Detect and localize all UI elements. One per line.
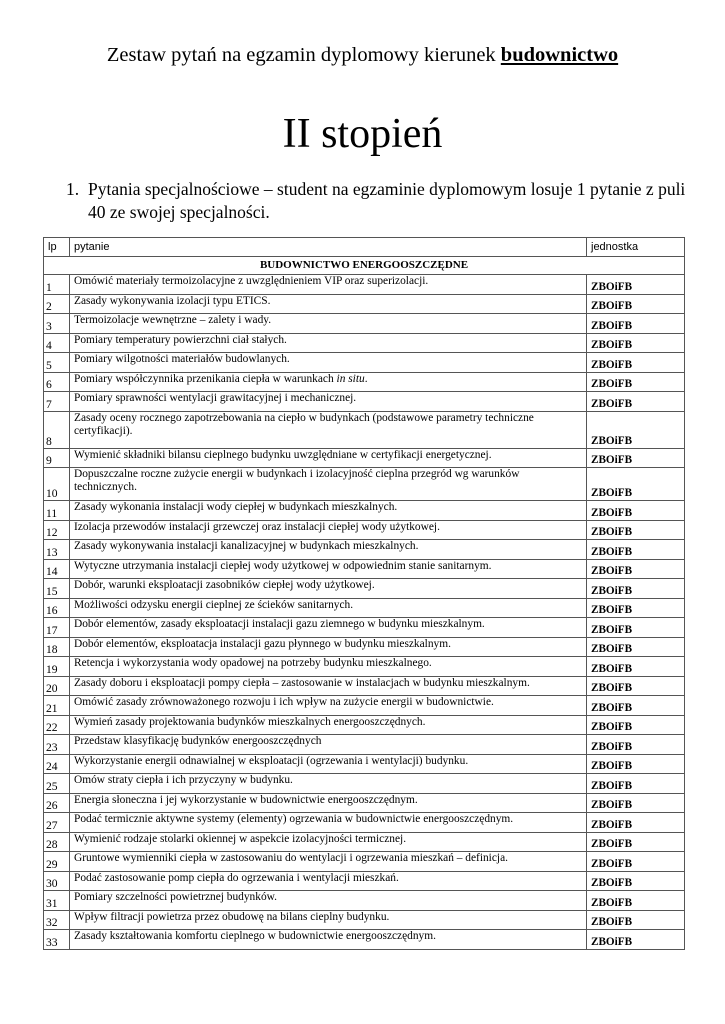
table-row xyxy=(44,910,685,930)
question-text: Omówić zasady zrównoważonego rozwoju i ich wpływ na zużycie energii w budownictwie. xyxy=(70,696,587,716)
table-row xyxy=(44,930,685,950)
table-row xyxy=(44,275,685,295)
title-prefix: Zestaw pytań na egzamin dyplomowy kierunek xyxy=(106,44,501,66)
row-number: 27 xyxy=(44,813,70,833)
row-number: 25 xyxy=(44,774,70,794)
question-text: Wykorzystanie energii odnawialnej w eksploatacji (ogrzewania i wentylacji) budynku. xyxy=(70,754,587,774)
row-number: 23 xyxy=(44,735,70,755)
row-number: 16 xyxy=(44,598,70,618)
unit-label: ZBOiFB xyxy=(587,448,685,468)
question-text: Zasady wykonywania instalacji kanalizacyjnej w budynkach mieszkalnych. xyxy=(70,540,587,560)
table-row xyxy=(44,540,685,560)
section-title: BUDOWNICTWO ENERGOOSZCZĘDNE xyxy=(44,257,685,275)
table-row xyxy=(44,392,685,412)
row-number: 17 xyxy=(44,618,70,638)
table-row xyxy=(44,294,685,314)
row-number: 6 xyxy=(44,372,70,392)
unit-label: ZBOiFB xyxy=(587,579,685,599)
table-row xyxy=(44,832,685,852)
row-number: 3 xyxy=(44,314,70,334)
question-text: Zasady doboru i eksploatacji pompy ciepła – zastosowanie w instalacjach w budynku mieszkalnym. xyxy=(70,676,587,696)
question-text: Pomiary wilgotności materiałów budowlanych. xyxy=(70,353,587,373)
question-text: Zasady oceny rocznego zapotrzebowania na ciepło w budynkach (podstawowe parametry techniczne certyfikacji). xyxy=(70,411,587,448)
row-number: 1 xyxy=(44,275,70,295)
unit-label: ZBOiFB xyxy=(587,314,685,334)
intro-text: Pytania specjalnościowe – student na egzaminie dyplomowym losuje 1 pytanie z puli 40 ze swojej specjalności. xyxy=(88,179,686,222)
table-row xyxy=(44,735,685,755)
table-row xyxy=(44,715,685,735)
unit-label: ZBOiFB xyxy=(587,520,685,540)
unit-label: ZBOiFB xyxy=(587,618,685,638)
question-text: Pomiary szczelności powietrznej budynków. xyxy=(70,891,587,911)
row-number: 12 xyxy=(44,520,70,540)
question-text: Wymienić składniki bilansu cieplnego budynku uwzględniane w certyfikacji energetycznej. xyxy=(70,448,587,468)
table-row xyxy=(44,637,685,657)
row-number: 18 xyxy=(44,637,70,657)
table-row xyxy=(44,891,685,911)
document-title xyxy=(0,44,725,67)
question-text: Dobór elementów, zasady eksploatacji instalacji gazu ziemnego w budynku mieszkalnym. xyxy=(70,618,587,638)
question-text: Termoizolacje wewnętrzne – zalety i wady. xyxy=(70,314,587,334)
unit-label: ZBOiFB xyxy=(587,793,685,813)
row-number: 28 xyxy=(44,832,70,852)
unit-label: ZBOiFB xyxy=(587,637,685,657)
row-number: 24 xyxy=(44,754,70,774)
row-number: 19 xyxy=(44,657,70,677)
question-text: Wymienić rodzaje stolarki okiennej w aspekcie izolacyjności termicznej. xyxy=(70,832,587,852)
question-text: Retencja i wykorzystania wody opadowej na potrzeby budynku mieszkalnego. xyxy=(70,657,587,677)
unit-label: ZBOiFB xyxy=(587,774,685,794)
question-text: Omów straty ciepła i ich przyczyny w budynku. xyxy=(70,774,587,794)
question-text: Zasady kształtowania komfortu cieplnego w budownictwie energooszczędnym. xyxy=(70,930,587,950)
row-number: 13 xyxy=(44,540,70,560)
unit-label: ZBOiFB xyxy=(587,540,685,560)
row-number: 9 xyxy=(44,448,70,468)
question-text: Energia słoneczna i jej wykorzystanie w budownictwie energooszczędnym. xyxy=(70,793,587,813)
unit-label: ZBOiFB xyxy=(587,657,685,677)
column-header-question: pytanie xyxy=(70,238,587,257)
table-row xyxy=(44,520,685,540)
question-text: Podać zastosowanie pomp ciepła do ogrzewania i wentylacji mieszkań. xyxy=(70,871,587,891)
table-row xyxy=(44,353,685,373)
row-number: 22 xyxy=(44,715,70,735)
question-text: Wymień zasady projektowania budynków mieszkalnych energooszczędnych. xyxy=(70,715,587,735)
question-text: Zasady wykonania instalacji wody ciepłej w budynkach mieszkalnych. xyxy=(70,501,587,521)
table-row xyxy=(44,333,685,353)
unit-label: ZBOiFB xyxy=(587,852,685,872)
unit-label: ZBOiFB xyxy=(587,910,685,930)
row-number: 29 xyxy=(44,852,70,872)
row-number: 8 xyxy=(44,411,70,448)
unit-label: ZBOiFB xyxy=(587,294,685,314)
row-number: 10 xyxy=(44,468,70,501)
row-number: 20 xyxy=(44,676,70,696)
question-text: Dopuszczalne roczne zużycie energii w budynkach i izolacyjność cieplna przegród wg warunków technicznych. xyxy=(70,468,587,501)
unit-label: ZBOiFB xyxy=(587,754,685,774)
question-text: Dobór elementów, eksploatacja instalacji gazu płynnego w budynku mieszkalnym. xyxy=(70,637,587,657)
row-number: 15 xyxy=(44,579,70,599)
row-number: 33 xyxy=(44,930,70,950)
table-row xyxy=(44,657,685,677)
table-row xyxy=(44,774,685,794)
unit-label: ZBOiFB xyxy=(587,598,685,618)
row-number: 21 xyxy=(44,696,70,716)
unit-label: ZBOiFB xyxy=(587,333,685,353)
table-row xyxy=(44,559,685,579)
row-number: 11 xyxy=(44,501,70,521)
unit-label: ZBOiFB xyxy=(587,372,685,392)
table-header-row xyxy=(44,238,685,257)
unit-label: ZBOiFB xyxy=(587,891,685,911)
table-row xyxy=(44,813,685,833)
table-row xyxy=(44,676,685,696)
table-row xyxy=(44,501,685,521)
column-header-unit: jednostka xyxy=(587,238,685,257)
unit-label: ZBOiFB xyxy=(587,930,685,950)
table-row xyxy=(44,598,685,618)
question-text: Możliwości odzysku energii cieplnej ze ścieków sanitarnych. xyxy=(70,598,587,618)
table-row xyxy=(44,448,685,468)
table-row xyxy=(44,754,685,774)
row-number: 5 xyxy=(44,353,70,373)
question-text: Podać termicznie aktywne systemy (elementy) ogrzewania w budownictwie energooszczędnym. xyxy=(70,813,587,833)
questions-table xyxy=(43,237,685,950)
unit-label: ZBOiFB xyxy=(587,715,685,735)
degree-heading: II stopień xyxy=(282,111,443,157)
table-row xyxy=(44,579,685,599)
question-text: Wytyczne utrzymania instalacji ciepłej wody użytkowej w odpowiednim stanie sanitarnym. xyxy=(70,559,587,579)
table-row xyxy=(44,871,685,891)
question-text: Pomiary sprawności wentylacji grawitacyjnej i mechanicznej. xyxy=(70,392,587,412)
question-text: Zasady wykonywania izolacji typu ETICS. xyxy=(70,294,587,314)
question-text: Pomiary współczynnika przenikania ciepła w warunkach in situ. xyxy=(70,372,587,392)
question-text: Pomiary temperatury powierzchni ciał stałych. xyxy=(70,333,587,353)
row-number: 2 xyxy=(44,294,70,314)
table-row xyxy=(44,618,685,638)
unit-label: ZBOiFB xyxy=(587,275,685,295)
unit-label: ZBOiFB xyxy=(587,832,685,852)
row-number: 14 xyxy=(44,559,70,579)
unit-label: ZBOiFB xyxy=(587,871,685,891)
unit-label: ZBOiFB xyxy=(587,411,685,448)
unit-label: ZBOiFB xyxy=(587,353,685,373)
table-row xyxy=(44,852,685,872)
unit-label: ZBOiFB xyxy=(587,468,685,501)
title-field: budownictwo xyxy=(500,44,619,66)
unit-label: ZBOiFB xyxy=(587,676,685,696)
section-row xyxy=(44,257,685,275)
intro-number: 1. xyxy=(66,179,80,199)
intro-paragraph xyxy=(66,178,706,224)
unit-label: ZBOiFB xyxy=(587,392,685,412)
question-text: Wpływ filtracji powietrza przez obudowę na bilans cieplny budynku. xyxy=(70,910,587,930)
table-row xyxy=(44,793,685,813)
unit-label: ZBOiFB xyxy=(587,501,685,521)
column-header-lp: lp xyxy=(44,238,70,257)
table-row xyxy=(44,696,685,716)
table-row xyxy=(44,372,685,392)
unit-label: ZBOiFB xyxy=(587,813,685,833)
question-text: Izolacja przewodów instalacji grzewczej oraz instalacji ciepłej wody użytkowej. xyxy=(70,520,587,540)
row-number: 4 xyxy=(44,333,70,353)
table-row xyxy=(44,314,685,334)
unit-label: ZBOiFB xyxy=(587,735,685,755)
row-number: 26 xyxy=(44,793,70,813)
table-row xyxy=(44,411,685,448)
row-number: 7 xyxy=(44,392,70,412)
question-text: Dobór, warunki eksploatacji zasobników ciepłej wody użytkowej. xyxy=(70,579,587,599)
unit-label: ZBOiFB xyxy=(587,696,685,716)
row-number: 32 xyxy=(44,910,70,930)
unit-label: ZBOiFB xyxy=(587,559,685,579)
question-text: Gruntowe wymienniki ciepła w zastosowaniu do wentylacji i ogrzewania mieszkań – definicja. xyxy=(70,852,587,872)
question-text: Omówić materiały termoizolacyjne z uwzględnieniem VIP oraz superizolacji. xyxy=(70,275,587,295)
row-number: 30 xyxy=(44,871,70,891)
row-number: 31 xyxy=(44,891,70,911)
question-text: Przedstaw klasyfikację budynków energooszczędnych xyxy=(70,735,587,755)
table-row xyxy=(44,468,685,501)
